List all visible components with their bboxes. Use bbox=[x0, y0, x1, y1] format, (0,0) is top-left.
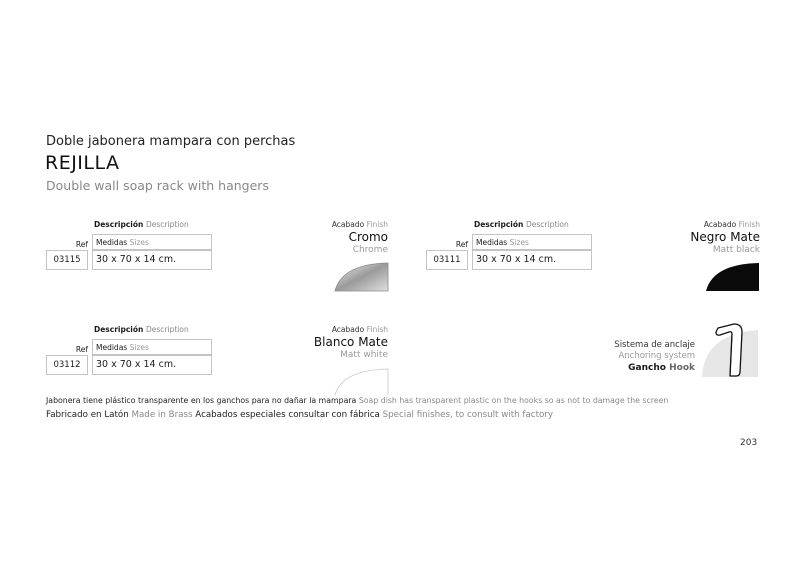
ref-value: 03111 bbox=[426, 250, 468, 270]
finish-name-en: Matt white bbox=[340, 350, 388, 360]
finish-name-es: Negro Mate bbox=[690, 230, 760, 244]
size-value: 30 x 70 x 14 cm. bbox=[92, 250, 212, 270]
finish-label: Acabado Finish bbox=[331, 325, 388, 334]
finish-name-es: Blanco Mate bbox=[313, 335, 388, 349]
anchoring-label-es: Sistema de anclaje bbox=[614, 340, 695, 350]
measures-label: Medidas Sizes bbox=[472, 234, 592, 250]
finish-matt-white bbox=[268, 325, 388, 360]
finish-label: Acabado Finish bbox=[331, 220, 388, 229]
size-value: 30 x 70 x 14 cm. bbox=[472, 250, 592, 270]
page-number: 203 bbox=[740, 438, 758, 448]
hook-icon bbox=[700, 320, 762, 378]
matt-black-swatch-icon bbox=[705, 262, 760, 292]
ref-label: Ref bbox=[75, 345, 88, 354]
description-header: Descripción Description bbox=[94, 325, 189, 334]
spec-table-03112 bbox=[46, 325, 216, 381]
finish-matt-black bbox=[640, 220, 760, 255]
finish-name-en: Matt black bbox=[712, 245, 760, 255]
anchoring-type: Gancho Hook bbox=[628, 363, 695, 373]
anchoring-label-en: Anchoring system bbox=[618, 351, 695, 361]
finish-chrome bbox=[268, 220, 388, 255]
anchoring-system bbox=[590, 340, 695, 373]
measures-label: Medidas Sizes bbox=[92, 234, 212, 250]
ref-value: 03112 bbox=[46, 355, 88, 375]
product-title: REJILLA bbox=[45, 152, 120, 174]
ref-value: 03115 bbox=[46, 250, 88, 270]
finish-name-en: Chrome bbox=[352, 245, 388, 255]
ref-label: Ref bbox=[75, 240, 88, 249]
finish-name-es: Cromo bbox=[348, 230, 388, 244]
description-header: Descripción Description bbox=[94, 220, 189, 229]
material-note: Fabricado en Latón Made in Brass Acabados especiales consultar con fábrica Special finishes, to consult with factory bbox=[46, 410, 554, 420]
finish-label: Acabado Finish bbox=[703, 220, 760, 229]
measures-label: Medidas Sizes bbox=[92, 339, 212, 355]
spec-table-03115 bbox=[46, 220, 216, 276]
spec-table-03111 bbox=[426, 220, 596, 276]
size-value: 30 x 70 x 14 cm. bbox=[92, 355, 212, 375]
matt-white-swatch-icon bbox=[334, 368, 389, 396]
hook-note: Jabonera tiene plástico transparente en los ganchos para no dañar la mampara Soap dish has transparent plastic on the hooks so as not to damage the screen bbox=[46, 396, 669, 405]
chrome-swatch-icon bbox=[334, 262, 389, 292]
ref-label: Ref bbox=[455, 240, 468, 249]
description-header: Descripción Description bbox=[474, 220, 569, 229]
product-subtitle-en: Double wall soap rack with hangers bbox=[46, 178, 269, 193]
product-subtitle-es: Doble jabonera mampara con perchas bbox=[46, 134, 296, 149]
